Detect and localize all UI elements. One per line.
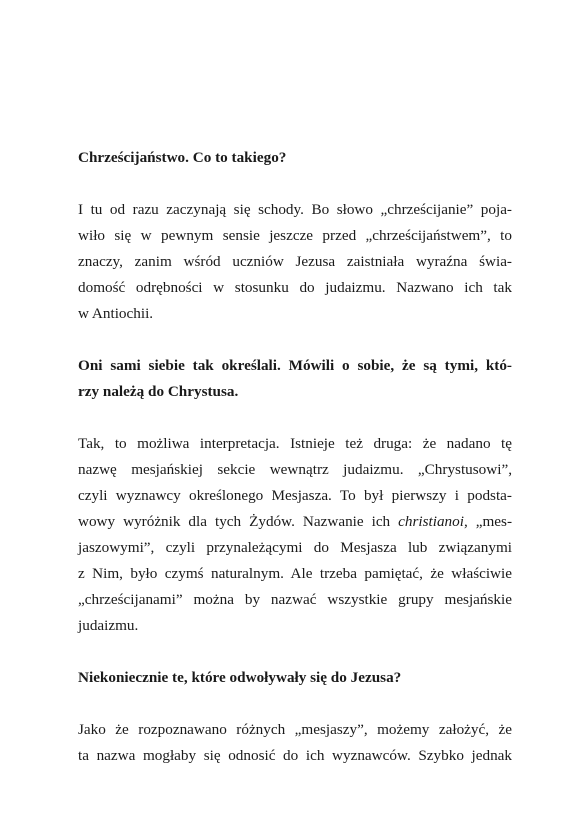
paragraph-gap xyxy=(78,327,512,353)
paragraph-gap xyxy=(78,405,512,431)
text-line: ta nazwa mogłaby się odnosić do ich wyznawców. Szybko jednak xyxy=(78,747,512,764)
text-line: judaizmu. xyxy=(78,617,139,634)
text-line: znaczy, zanim wśród uczniów Jezusa zaistniała wyraźna świa- xyxy=(78,253,512,270)
interview-answer xyxy=(78,717,512,769)
interview-answer xyxy=(78,197,512,327)
text-line: Jako że rozpoznawano różnych „mesjaszy”, możemy założyć, że xyxy=(78,721,512,738)
page-body xyxy=(78,145,512,769)
text-line: Tak, to możliwa interpretacja. Istnieje też druga: że nadano tę xyxy=(78,435,512,452)
text-line: z Nim, było czymś naturalnym. Ale trzeba pamiętać, że właściwie xyxy=(78,565,512,582)
text-line: Oni sami siebie tak określali. Mówili o sobie, że są tymi, któ- xyxy=(78,357,512,374)
interview-question xyxy=(78,145,512,171)
text-line: jaszowymi”, czyli przynależącymi do Mesjasza lub związanymi xyxy=(78,539,512,556)
interview-answer xyxy=(78,431,512,639)
text-line: w Antiochii. xyxy=(78,305,154,322)
paragraph-gap xyxy=(78,171,512,197)
text-line: „chrześcijanami” można by nazwać wszystkie grupy mesjańskie xyxy=(78,591,512,608)
text-line: wowy wyróżnik dla tych Żydów. Nazwanie ich christianoi, „mes- xyxy=(78,513,513,530)
text-line: domość odrębności w stosunku do judaizmu. Nazwano ich tak xyxy=(78,279,512,296)
text-line: nazwę mesjańskiej sekcie wewnątrz judaizmu. „Chrystusowi”, xyxy=(78,461,512,478)
text-line: Niekoniecznie te, które odwoływały się do Jezusa? xyxy=(78,669,402,686)
paragraph-gap xyxy=(78,691,512,717)
text-line: Chrześcijaństwo. Co to takiego? xyxy=(78,149,287,166)
text-line: rzy należą do Chrystusa. xyxy=(78,383,239,400)
text-line: I tu od razu zaczynają się schody. Bo słowo „chrześcijanie” poja- xyxy=(78,201,512,218)
text-line: wiło się w pewnym sensie jeszcze przed „chrześcijaństwem”, to xyxy=(78,227,512,244)
interview-question xyxy=(78,353,512,405)
paragraph-gap xyxy=(78,639,512,665)
text-line: czyli wyznawcy określonego Mesjasza. To był pierwszy i podsta- xyxy=(78,487,512,504)
interview-question xyxy=(78,665,512,691)
